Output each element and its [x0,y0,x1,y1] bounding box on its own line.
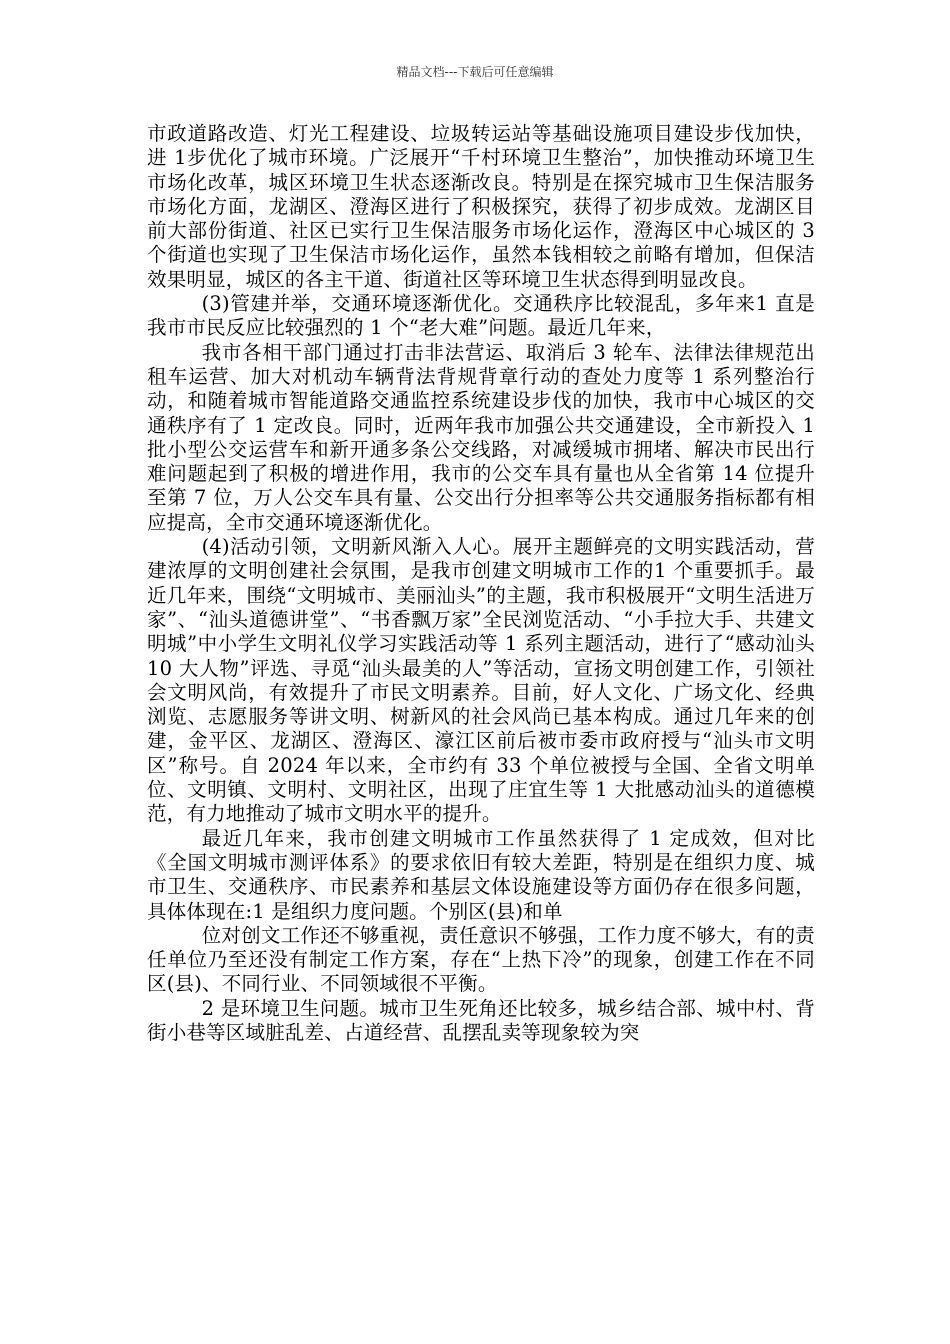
paragraph-problems-intro: 最近几年来，我市创建文明城市工作虽然获得了 1 定成效，但对比《全国文明城市测评体系》的要求依旧有较大差距，特别是在组织力度、城市卫生、交通秩序、市民素养和基层文体设施建设等方面仍存在很多问题，具体体现在:1 是组织力度问题。个别区(县)和单 [147,826,815,923]
paragraph-civilization-activities: (4)活动引领，文明新风渐入人心。展开主题鲜亮的文明实践活动，营建浓厚的文明创建社会氛围，是我市创建文明城市工作的1 个重要抓手。最近几年来，围绕“文明城市、美丽汕头”的主题，我市积极展开“文明生活进万家”、“汕头道德讲堂”、“书香飘万家”全民浏览活动、“小手拉大手、共建文明城”中小学生文明礼仪学习实践活动等 1 系列主题活动，进行了“感动汕头 10 大人物”评选、寻觅“汕头最美的人”等活动，宣扬文明创建工作，引领社会文明风尚，有效提升了市民文明素养。目前，好人文化、广场文化、经典浏览、志愿服务等讲文明、树新风的社会风尚已基本构成。通过几年来的创建，金平区、龙湖区、澄海区、濠江区前后被市委市政府授与“汕头市文明区”称号。自 2024 年以来，全市约有 33 个单位被授与全国、全省文明单位、文明镇、文明村、文明社区，出现了庄宜生等 1 大批感动汕头的道德模范，有力地推动了城市文明水平的提升。 [147,535,815,826]
document-body [147,122,815,1045]
paragraph-traffic-heading: (3)管建并举，交通环境逐渐优化。交通秩序比较混乱，多年来1 直是我市市民反应比较强烈的 1 个“老大难”问题。最近几年来， [147,292,815,340]
paragraph-environment: 市政道路改造、灯光工程建设、垃圾转运站等基础设施项目建设步伐加快，进 1步优化了城市环境。广泛展开“千村环境卫生整治”，加快推动环境卫生市场化改革，城区环境卫生状态逐渐改良。特别是在探究城市卫生保洁服务市场化方面，龙湖区、澄海区进行了积极探究，获得了初步成效。龙湖区目前大部份街道、社区已实行卫生保洁服务市场化运作，澄海区中心城区的 3 个街道也实现了卫生保洁市场化运作，虽然本钱相较之前略有增加，但保洁效果明显，城区的各主干道、街道社区等环境卫生状态得到明显改良。 [147,122,815,291]
paragraph-sanitation-problem: 2 是环境卫生问题。城市卫生死角还比较多，城乡结合部、城中村、背街小巷等区域脏乱差、占道经营、乱摆乱卖等现象较为突 [147,996,815,1044]
paragraph-organization-problem: 位对创文工作还不够重视，责任意识不够强，工作力度不够大，有的责任单位乃至还没有制定工作方案，存在“上热下冷”的现象，创建工作在不同区(县)、不同行业、不同领域很不平衡。 [147,923,815,996]
paragraph-traffic-measures: 我市各相干部门通过打击非法营运、取消后 3 轮车、法律法律规范出租车运营、加大对机动车辆背法背规背章行动的查处力度等 1 系列整治行动，和随着城市智能道路交通监控系统建设步伐的加快，我市中心城区的交通秩序有了 1 定改良。同时，近两年我市加强公共交通建设，全市新投入 1 批小型公交运营车和新开通多条公交线路，对减缓城市拥堵、解决市民出行难问题起到了积极的增进作用，我市的公交车具有量也从全省第 14 位提升至第 7 位，万人公交车具有量、公交出行分担率等公共交通服务指标都有相应提高，全市交通环境逐渐优化。 [147,340,815,534]
page-header: 精品文档---下载后可任意编辑 [396,65,554,79]
